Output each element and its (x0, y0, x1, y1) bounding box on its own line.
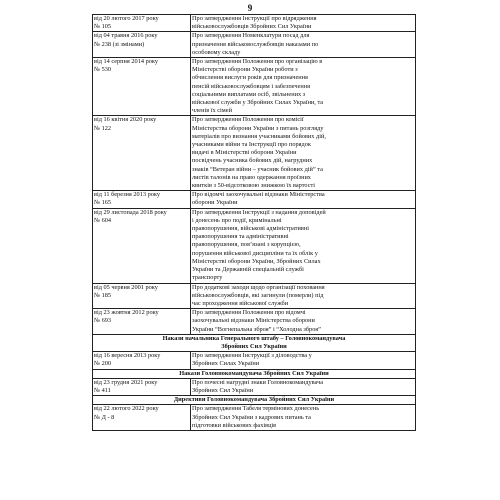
table-row (93, 208, 416, 283)
act-title-line: учасниками війни та Інструкції про порядок (192, 141, 311, 149)
table-row (93, 309, 416, 335)
act-title-line: пенсій військовослужбовцям і забезпечення (192, 82, 311, 90)
act-reference-line: № 238 (зі змінами) (94, 40, 145, 48)
act-title-line: особовому складу (192, 48, 241, 56)
act-reference-line: від 29 листопада 2018 року (94, 208, 167, 216)
act-title-line: Міністерстві оборони України, Збройних Силах (192, 257, 321, 265)
act-title-line: Про затвердження Положення про організацію в (192, 58, 323, 66)
act-reference (93, 208, 191, 283)
act-reference-line: № Д - 8 (94, 413, 115, 421)
act-title-line: підготовки військових фахівців (192, 421, 277, 429)
act-title-line: заохочувальні відзнаки Міністерства оборони (192, 317, 315, 325)
act-title (191, 32, 416, 58)
act-title-line: Міністерства оборони України з питань розгляду (192, 124, 324, 132)
act-title-line: членів їх сімей (192, 107, 232, 115)
act-title-line: Збройних Сил України з кадрових питань та (192, 413, 311, 421)
act-title-line: посвідчень учасника бойових дій, нагрудних (192, 157, 313, 165)
act-reference (93, 32, 191, 58)
table-row (93, 58, 416, 116)
section-header-row (93, 396, 416, 405)
act-title-line: обчислення вислуги років для призначення (192, 74, 308, 82)
act-reference (93, 58, 191, 116)
act-reference (93, 116, 191, 191)
act-title-line: Про затвердження Інструкції з надання доповідей (192, 208, 326, 216)
act-title-line: квитків з 50-відсотковою знижкою їх вартості (192, 182, 315, 190)
act-reference-line: № 604 (94, 216, 112, 224)
legal-acts-table (92, 14, 416, 431)
act-title-line: час проходження військової служби (192, 299, 289, 307)
act-reference-line: від 11 березня 2013 року (94, 191, 160, 199)
act-title-line: Міністерстві оборони України роботи з (192, 66, 298, 74)
act-title-line: військовослужбовців, які загинули (померли) під (192, 291, 324, 299)
act-title-line: Про затвердження Положення про відомчі (192, 309, 306, 317)
act-reference-line: від 14 серпня 2014 року (94, 58, 158, 66)
act-title-line: соціальними виплатами осіб, звільнених з (192, 90, 306, 98)
act-title-line: транспорту (192, 274, 223, 282)
section-header-row (93, 334, 416, 351)
act-reference-line: № 411 (94, 386, 111, 394)
act-reference-line: № 693 (94, 317, 112, 325)
act-title-line: України та Державній спеціальній службі (192, 266, 304, 274)
act-title-line: правопорушення та адміністративні (192, 233, 289, 241)
act-title (191, 116, 416, 191)
act-title (191, 58, 416, 116)
section-header (93, 369, 416, 378)
act-title (191, 191, 416, 208)
act-title-line: правопорушення, пов’язані з корупцією, (192, 241, 301, 249)
act-title-line: Про затвердження Інструкції про відрядження (192, 15, 317, 22)
act-reference-line: від 16 вересня 2013 року (94, 352, 161, 360)
section-header (93, 334, 416, 351)
act-title-line: порушення військової дисципліни та їх облік у (192, 249, 318, 257)
table-row (93, 283, 416, 309)
act-reference-line: від 05 червня 2001 року (94, 283, 158, 291)
act-reference (93, 378, 191, 395)
act-reference (93, 15, 191, 32)
section-header-row (93, 369, 416, 378)
section-header-line: Збройних Сил України (221, 342, 287, 350)
page-number: 9 (247, 3, 253, 13)
act-title-line: видачі в Міністерстві оборони України (192, 149, 297, 157)
act-reference (93, 283, 191, 309)
act-title-line: Про затвердження Положення про комісії (192, 116, 304, 124)
section-header-line: Накази начальника Генерального штабу – Головнокомандувача (162, 334, 346, 342)
act-title-line: призначення військовослужбовців наказами по (192, 40, 319, 48)
act-reference (93, 191, 191, 208)
act-reference-line: № 105 (94, 23, 112, 31)
table-row (93, 405, 416, 431)
act-title (191, 378, 416, 395)
act-title-line: військовослужбовців Збройних Сил України (192, 23, 312, 31)
act-title-line: Збройних Силах України (192, 360, 260, 368)
act-reference-line: № 185 (94, 291, 112, 299)
table-row (93, 15, 416, 32)
act-reference (93, 352, 191, 369)
act-title-line: знаків “Ветеран війни – учасник бойових дій” та (192, 165, 323, 173)
act-title-line: Про затвердження Табеля термінових донесень (192, 405, 320, 413)
act-reference-line: від 23 грудня 2021 року (94, 378, 158, 386)
act-title (191, 405, 416, 431)
act-title-line: листів талонів на право одержання проїзних (192, 173, 311, 181)
act-title-line: Про додаткові заходи щодо організації поховання (192, 283, 325, 291)
act-reference-line: від 16 квітня 2020 року (94, 116, 157, 124)
act-title-line: правопорушення, військові адміністративні (192, 225, 309, 233)
act-title-line: матеріалів про визнання учасниками бойових дій, (192, 132, 326, 140)
act-title (191, 309, 416, 335)
act-title-line: Збройних Сил України (192, 386, 254, 394)
act-title-line: України “Вогнепальна зброя” і “Холодна зброя” (192, 325, 321, 333)
act-reference-line: від 04 травня 2016 року (94, 32, 158, 40)
act-title (191, 208, 416, 283)
act-title-line: Про затвердження Інструкції з діловодства у (192, 352, 312, 360)
act-title (191, 15, 416, 32)
section-header (93, 396, 416, 405)
section-header-line: Директиви Головнокомандувача Збройних Сил України (173, 396, 335, 404)
section-header-line: Накази Головнокомандувача Збройних Сил України (179, 369, 329, 377)
table-row (93, 378, 416, 395)
act-reference-line: № 165 (94, 199, 112, 207)
act-reference-line: № 122 (94, 124, 112, 132)
table-row (93, 352, 416, 369)
table-row (93, 32, 416, 58)
table-row (93, 191, 416, 208)
act-reference-line: від 23 жовтня 2012 року (94, 309, 159, 317)
act-title (191, 352, 416, 369)
act-reference (93, 405, 191, 431)
act-reference-line: № 200 (94, 360, 112, 368)
act-reference (93, 309, 191, 335)
act-title (191, 283, 416, 309)
act-title-line: оборони України (192, 199, 238, 207)
act-title-line: Про почесні нагрудні знаки Головнокомандувача (192, 378, 324, 386)
act-reference-line: № 530 (94, 66, 112, 74)
act-title-line: Про відомчі заохочувальні відзнаки Міністерства (192, 191, 325, 199)
act-title-line: Про затвердження Номенклатури посад для (192, 32, 310, 40)
act-reference-line: від 22 лютого 2022 року (94, 405, 159, 413)
act-title-line: військової служби у Збройних Силах України, та (192, 99, 324, 107)
act-title-line: і донесень про події, кримінальні (192, 216, 282, 224)
act-reference-line: від 20 лютого 2017 року (94, 15, 159, 22)
table-row (93, 116, 416, 191)
